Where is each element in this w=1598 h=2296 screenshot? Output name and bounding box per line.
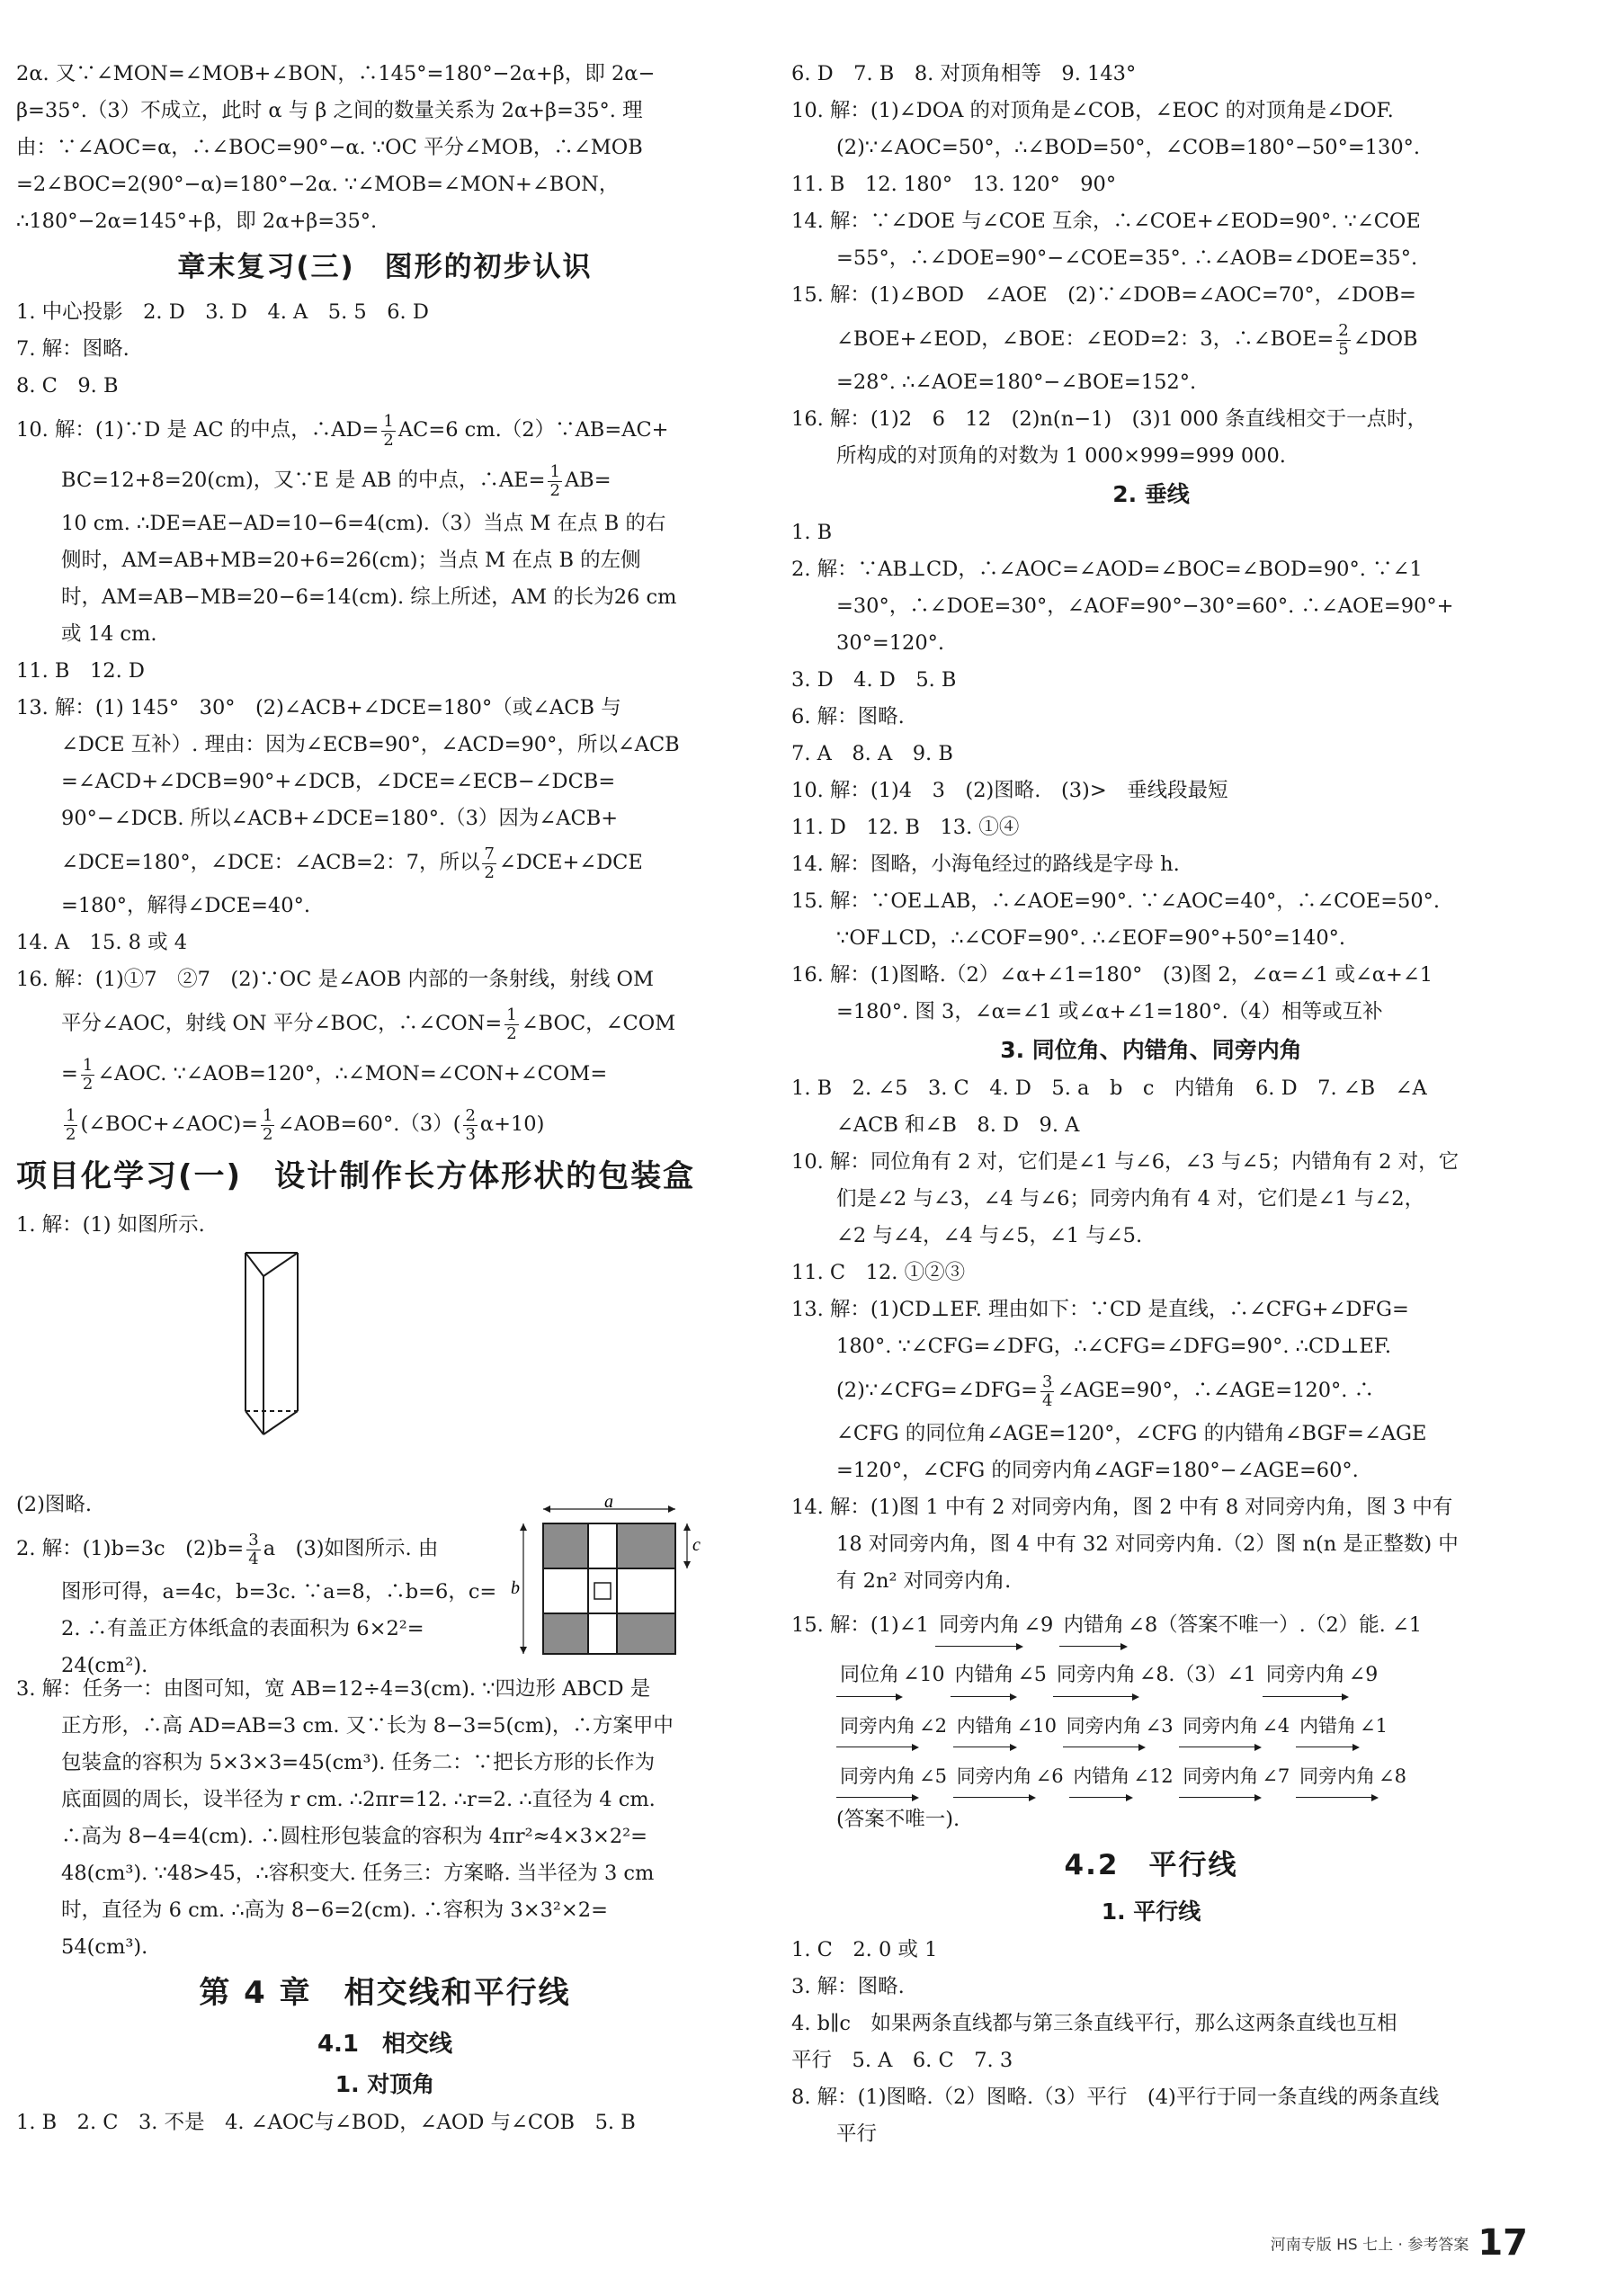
label-c: c [692,1535,701,1555]
text-line: 11. B 12. D [16,659,145,683]
text-line: β=35°.（3）不成立，此时 α 与 β 之间的数量关系为 2α+β=35°. 理 [16,99,643,122]
text-line: 2. 解：∵AB⊥CD，∴∠AOC=∠AOD=∠BOC=∠BOD=90°. ∵∠1 [791,558,1423,581]
left-column [16,56,754,2141]
text-line: ∠2 与∠4，∠4 与∠5，∠1 与∠5. [836,1224,1143,1247]
text-line: (2)∵∠CFG=∠DFG= $\frac{3}{4}$ ∠AGE=90°，∴∠AGE=120°. ∴ [836,1371,1375,1410]
text-line: 2α. 又∵∠MON=∠MOB+∠BON，∴145°=180°−2α+β，即 2α− [16,62,656,85]
arrow-label: 内错角 [951,1650,1017,1701]
text-line: 10 cm. ∴DE=AE−AD=10−6=4(cm).（3）当点 M 在点 B 的右 [61,512,666,535]
subsection-title: 1. 平行线 [1101,1898,1201,1925]
text-line: 11. C 12. ①②③ [791,1261,966,1284]
text-line: 11. D 12. B 13. ①④ [791,816,1020,839]
project-title: 项目化学习(一) 设计制作长方体形状的包装盒 [16,1158,696,1194]
fraction: $\frac{1}{2}$ [82,1055,94,1094]
text-line: 有 2n² 对同旁内角. [836,1569,1012,1593]
text-line: 15. 解：∵OE⊥AB，∴∠AOE=90°. ∵∠AOC=40°，∴∠COE=50°. [791,889,1441,913]
text-line: 14. 解：(1)图 1 中有 2 对同旁内角，图 2 中有 8 对同旁内角，图 3 中有 [791,1496,1453,1519]
text-line: 们是∠2 与∠3，∠4 与∠6；同旁内角有 4 对，它们是∠1 与∠2， [836,1187,1425,1211]
text-line: 正方形，∴高 AD=AB=3 cm. 又∵长为 8−3=5(cm)，∴方案甲中 [61,1714,674,1738]
subsection-title: 3. 同位角、内错角、同旁内角 [1000,1037,1302,1063]
text-line: 16. 解：(1)图略.（2）∠α+∠1=180° (3)图 2，∠α=∠1 或∠α+∠1 [791,963,1433,987]
text-line: 24(cm²). [61,1654,148,1677]
text-line: 时，直径为 6 cm. ∴高为 8−6=2(cm). ∴容积为 3×3²×2= [61,1898,608,1922]
label-a: a [604,1496,613,1512]
text-line: 平行 [836,2122,878,2146]
label-b: b [511,1578,520,1598]
arrow-label: 同旁内角 [836,1701,919,1751]
text-line: 3. 解：任务一：由图可知，宽 AB=12÷4=3(cm). ∵四边形 ABCD 是 [16,1677,651,1701]
fraction: $\frac{1}{2}$ [506,1005,517,1043]
subsection-title: 1. 对顶角 [335,2071,435,2097]
text-line: (2)∵∠AOC=50°，∴∠BOD=50°，∠COB=180°−50°=130°. [836,136,1421,159]
text-line: 15. 解：(1)∠1 同旁内角 ∠9 内错角 ∠8（答案不唯一）.（2）能. ∠1 [791,1600,1511,1650]
fraction: $\frac{2}{5}$ [1338,320,1349,359]
text-line: 14. 解：∵∠DOE 与∠COE 互余，∴∠COE+∠EOD=90°. ∵∠COE [791,210,1421,233]
text-line: 13. 解：(1) 145° 30° (2)∠ACB+∠DCE=180°（或∠ACB 与 [16,696,621,719]
text-line: 54(cm³). [61,1935,148,1959]
text-line: 或 14 cm. [61,622,157,646]
page-number: 17 [1477,2222,1528,2264]
fraction: $\frac{2}{3}$ [465,1105,476,1144]
text-line: 1. 中心投影 2. D 3. D 4. A 5. 5 6. D [16,300,429,324]
arrow-label: 同旁内角 [1063,1701,1146,1751]
fraction: $\frac{1}{2}$ [66,1105,76,1144]
arrow-label: 同旁内角 [953,1751,1036,1801]
text-line: 7. A 8. A 9. B [791,742,953,765]
text-line: 2. 解：(1)b=3c (2)b= $\frac{3}{4}$ a (3)如图所示. 由 [16,1530,439,1568]
arrow-label: 内错角 [1296,1701,1360,1751]
chapter4-title: 第 4 章 相交线和平行线 [199,1975,571,2011]
text-line: 包装盒的容积为 5×3×3=45(cm³). 任务二：∵把长方形的长作为 [61,1751,656,1774]
text-line: ∠ACB 和∠B 8. D 9. A [836,1113,1080,1137]
text-line: 30°=120°. [836,631,945,655]
text-line: 时，AM=AB−MB=20−6=14(cm). 综上所述，AM 的长为26 cm [61,585,677,609]
arrow-label: 同旁内角 [935,1600,1023,1650]
text-line: 10. 解：同位角有 2 对，它们是∠1 与∠6，∠3 与∠5；内错角有 2 对，它 [791,1150,1460,1174]
prism-figure [16,1244,754,1487]
text-line: 同位角 ∠10 内错角 ∠5 同旁内角 ∠8.（3）∠1 同旁内角 ∠9 [791,1650,1511,1701]
arrow-label: 同旁内角 [1179,1751,1262,1801]
text-line: ∠DCE=180°，∠DCE：∠ACB=2：7，所以 $\frac{7}{2}$ ∠DCE+∠DCE [61,844,643,882]
text-line: 14. A 15. 8 或 4 [16,931,188,954]
section-4-2-title: 4.2 平行线 [1064,1849,1238,1881]
text-line: 所构成的对顶角的对数为 1 000×999=999 000. [836,444,1286,468]
text-line: ∠BOE+∠EOD，∠BOE：∠EOD=2：3，∴∠BOE= $\frac{2}{5}$ ∠DOB [836,320,1418,359]
text-line: =180°，解得∠DCE=40°. [61,894,310,917]
arrow-label: 同旁内角 [836,1751,919,1801]
text-line: 2. ∴有盖正方体纸盒的表面积为 6×2²= [61,1617,424,1640]
text-line: 16. 解：(1)2 6 12 (2)n(n−1) (3)1 000 条直线相交于一点时， [791,407,1428,431]
text-line: $\frac{1}{2}$ (∠BOC+∠AOC)= $\frac{1}{2}$ ∠AOB=60°.（3）( $\frac{2}{3}$ α+10) [66,1105,545,1144]
text-line: 1. C 2. 0 或 1 [791,1938,938,1961]
text-line: 10. 解：(1)∠DOA 的对顶角是∠COB，∠EOC 的对顶角是∠DOF. [791,99,1394,122]
text-line: 18 对同旁内角，图 4 中有 32 对同旁内角.（2）图 n(n 是正整数) 中 [836,1532,1459,1556]
fraction: $\frac{1}{2}$ [262,1105,273,1144]
text-line: 1. B 2. C 3. 不是 4. ∠AOC与∠BOD，∠AOD 与∠COB 5. B [16,2111,636,2134]
chapter3-review-title: 章末复习(三) 图形的初步认识 [177,251,593,283]
text-line: 同旁内角 ∠5 同旁内角 ∠6 内错角 ∠12 同旁内角 ∠7 同旁内角 ∠8 [791,1751,1511,1801]
text-line: 10. 解：(1)∵D 是 AC 的中点，∴AD= $\frac{1}{2}$ AC=6 cm.（2）∵AB=AC+ [16,411,669,450]
arrow-label: 同旁内角 [1296,1751,1379,1801]
text-line: ∠CFG 的同位角∠AGE=120°，∠CFG 的内错角∠BGF=∠AGE [836,1422,1427,1445]
text-line: 15. 解：(1)∠BOD ∠AOE (2)∵∠DOB=∠AOC=70°，∠DOB= [791,283,1416,307]
fraction: $\frac{1}{2}$ [549,461,560,500]
page-footer [1271,2222,1528,2264]
text-line: =55°，∴∠DOE=90°−∠COE=35°. ∴∠AOB=∠DOE=35°. [836,246,1418,270]
text-line: =180°. 图 3，∠α=∠1 或∠α+∠1=180°.（4）相等或互补 [836,1000,1383,1023]
text-line: 底面圆的周长，设半径为 r cm. ∴2πr=12. ∴r=2. ∴直径为 4 cm. [61,1788,656,1811]
text-line: 8. C 9. B [16,374,119,398]
text-line: (答案不唯一). [836,1808,960,1831]
right-column [791,56,1511,2153]
text-line: 平行 5. A 6. C 7. 3 [791,2049,1013,2072]
arrow-label: 内错角 [953,1701,1017,1751]
text-line: = $\frac{1}{2}$ ∠AOC. ∵∠AOB=120°，∴∠MON=∠CON+∠COM= [61,1055,608,1094]
text-line: 13. 解：(1)CD⊥EF. 理由如下：∵CD 是直线，∴∠CFG+∠DFG= [791,1298,1409,1321]
arrow-label: 内错角 [1069,1751,1133,1801]
text-line: 11. B 12. 180° 13. 120° 90° [791,173,1117,196]
section-4-1-title: 4.1 相交线 [317,2031,453,2058]
arrow-label: 同旁内角 [1263,1650,1349,1701]
text-line: 图形可得，a=4c，b=3c. ∵a=8，∴b=6，c= [61,1580,497,1604]
text-line: 8. 解：(1)图略.（2）图略.（3）平行 (4)平行于同一条直线的两条直线 [791,2086,1440,2109]
text-line: =120°，∠CFG 的同旁内角∠AGF=180°−∠AGE=60°. [836,1459,1359,1482]
fraction: $\frac{7}{2}$ [484,844,495,882]
text-line: ∠DCE 互补）. 理由：因为∠ECB=90°，∠ACD=90°，所以∠ACB [61,733,680,756]
text-line: =∠ACD+∠DCB=90°+∠DCB，∠DCE=∠ECB−∠DCB= [61,770,616,793]
text-line: =2∠BOC=2(90°−α)=180°−2α. ∵∠MOB=∠MON+∠BON， [16,173,620,196]
fraction: $\frac{3}{4}$ [1042,1371,1053,1410]
triangular-prism-diagram [228,1244,407,1487]
text-line: 90°−∠DCB. 所以∠ACB+∠DCE=180°.（3）因为∠ACB+ [61,807,619,830]
text-line: 平分∠AOC，射线 ON 平分∠BOC，∴∠CON= $\frac{1}{2}$ ∠BOC，∠COM [61,1005,676,1043]
subsection-title: 2. 垂线 [1112,481,1190,507]
box-net-diagram [509,1496,752,1658]
text-line: (2)图略. [16,1493,93,1516]
text-line: 16. 解：(1)①7 ②7 (2)∵OC 是∠AOB 内部的一条射线，射线 OM [16,968,654,991]
text-line: 3. D 4. D 5. B [791,668,957,692]
text-line: BC=12+8=20(cm)，又∵E 是 AB 的中点，∴AE= $\frac{1}{2}$ AB= [61,461,612,500]
arrow-label: 同旁内角 [1179,1701,1262,1751]
text-line: 1. 解：(1) 如图所示. [16,1213,205,1237]
text-line: 4. b∥c 如果两条直线都与第三条直线平行，那么这两条直线也互相 [791,2012,1397,2035]
arrow-label: 同位角 [836,1650,903,1701]
text-line: 侧时，AM=AB+MB=20+6=26(cm)；当点 M 在点 B 的左侧 [61,549,641,572]
text-line: ∴高为 8−4=4(cm). ∴圆柱形包装盒的容积为 4πr²≈4×3×2²= [61,1825,648,1848]
fraction: $\frac{1}{2}$ [383,411,394,450]
text-line: =28°. ∴∠AOE=180°−∠BOE=152°. [836,371,1197,394]
fraction: $\frac{3}{4}$ [248,1530,259,1568]
arrow-label: 内错角 [1059,1600,1128,1650]
text-line: 48(cm³). ∵48>45，∴容积变大. 任务三：方案略. 当半径为 3 cm [61,1862,655,1885]
text-line: 6. D 7. B 8. 对顶角相等 9. 143° [791,62,1137,85]
text-line: 3. 解：图略. [791,1975,905,1998]
text-line: 180°. ∵∠CFG=∠DFG，∴∠CFG=∠DFG=90°. ∴CD⊥EF. [836,1335,1392,1358]
text-line: 1. B [791,521,833,544]
footer-text: 河南专版 HS 七上 · 参考答案 [1270,2236,1469,2255]
text-line: 同旁内角 ∠2 内错角 ∠10 同旁内角 ∠3 同旁内角 ∠4 内错角 ∠1 [791,1701,1511,1751]
text-line: 7. 解：图略. [16,337,129,361]
text-line: ∵OF⊥CD，∴∠COF=90°. ∴∠EOF=90°+50°=140°. [836,926,1346,950]
text-line: ∴180°−2α=145°+β，即 2α+β=35°. [16,210,378,233]
text-line: 由：∵∠AOC=α，∴∠BOC=90°−α. ∵OC 平分∠MOB，∴∠MOB [16,136,643,159]
text-line: 1. B 2. ∠5 3. C 4. D 5. a b c 内错角 6. D 7. ∠B ∠A [791,1077,1427,1100]
text-line: =30°，∴∠DOE=30°，∠AOF=90°−30°=60°. ∴∠AOE=90°+ [836,594,1454,618]
text-line: 14. 解：图略，小海龟经过的路线是字母 h. [791,853,1180,876]
text-line: 6. 解：图略. [791,705,905,728]
text-line: 10. 解：(1)4 3 (2)图略. (3)> 垂线段最短 [791,779,1228,802]
arrow-label: 同旁内角 [1053,1650,1139,1701]
